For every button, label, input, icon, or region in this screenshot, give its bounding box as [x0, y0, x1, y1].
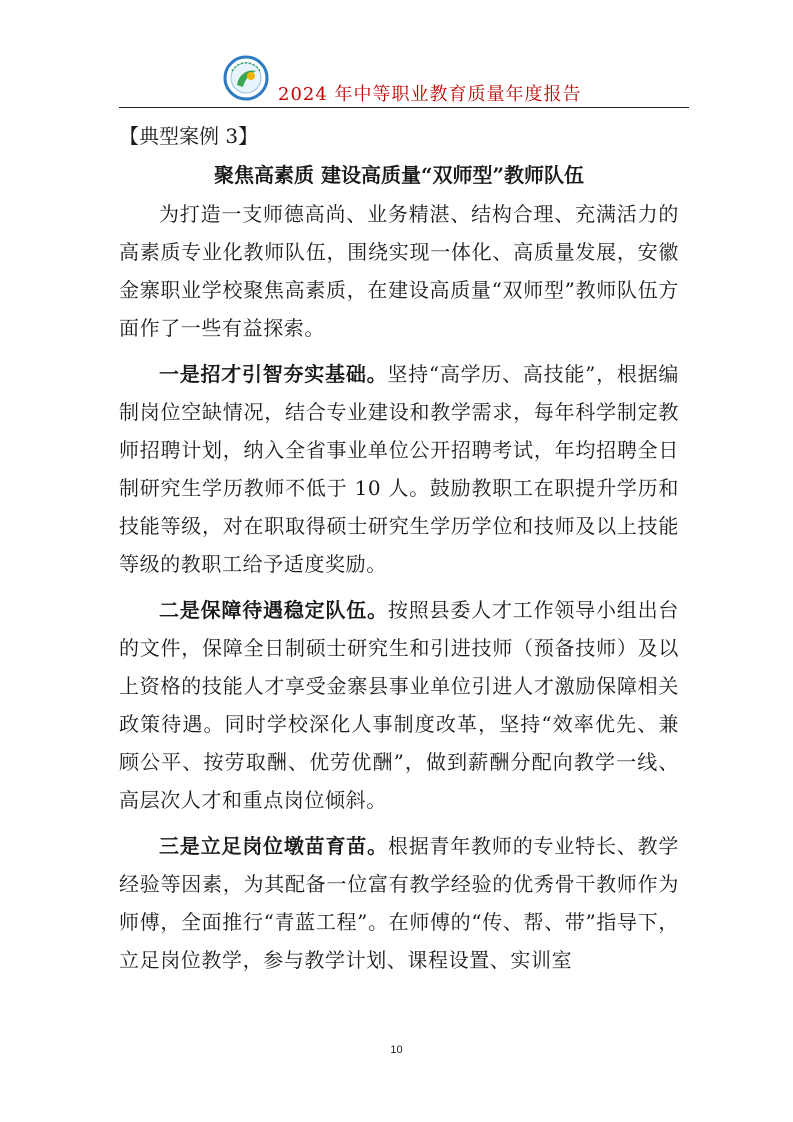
paragraph-lead: 一是招才引智夯实基础。 — [159, 362, 388, 386]
paragraph-mentoring — [119, 827, 679, 979]
school-emblem-icon — [223, 55, 269, 101]
paragraph-lead: 三是立足岗位墩苗育苗。 — [159, 834, 388, 858]
report-header-title: 2024 年中等职业教育质量年度报告 — [278, 84, 582, 105]
case-title: 聚焦高素质 建设高质量“双师型”教师队伍 — [214, 163, 584, 187]
paragraph-text: 按照县委人才工作领导小组出台的文件，保障全日制硕士研究生和引进技师（预备技师）及以上资格的技能人才享受金寨县事业单位引进人才激励保障相关政策待遇。同时学校深化人事制度改革，坚持“效率优先、兼顾公平、按劳取酬、优劳优酬”，做到薪酬分配向教学一线、高层次人才和重点岗位倾斜。 — [119, 598, 679, 812]
paragraph-lead: 二是保障待遇稳定队伍。 — [159, 598, 388, 622]
paragraph-recruitment — [119, 355, 679, 583]
page-header — [0, 0, 793, 112]
page-number: 10 — [390, 1044, 403, 1056]
paragraph-text: 根据青年教师的专业特长、教学经验等因素，为其配备一位富有教学经验的优秀骨干教师作为师傅，全面推行“青蓝工程”。在师傅的“传、帮、带”指导下，立足岗位教学，参与教学计划、课程设置、实训室 — [119, 834, 679, 972]
paragraph-text: 为打造一支师德高尚、业务精湛、结构合理、充满活力的高素质专业化教师队伍，围绕实现一体化、高质量发展，安徽金寨职业学校聚焦高素质，在建设高质量“双师型”教师队伍方面作了一些有益探索。 — [119, 202, 679, 340]
case-label: 【典型案例 3】 — [119, 124, 259, 148]
paragraph-intro — [119, 195, 679, 347]
paragraph-benefits — [119, 591, 679, 819]
paragraph-text: 坚持“高学历、高技能”，根据编制岗位空缺情况，结合专业建设和教学需求，每年科学制定教师招聘计划，纳入全省事业单位公开招聘考试，年均招聘全日制研究生学历教师不低于 10 人。鼓励教职工在职提升学历和技能等级，对在职取得硕士研究生学历学位和技师及以上技能等级的教职工给予适度奖励。 — [119, 362, 679, 576]
document-body — [119, 117, 679, 987]
header-divider — [119, 107, 689, 108]
